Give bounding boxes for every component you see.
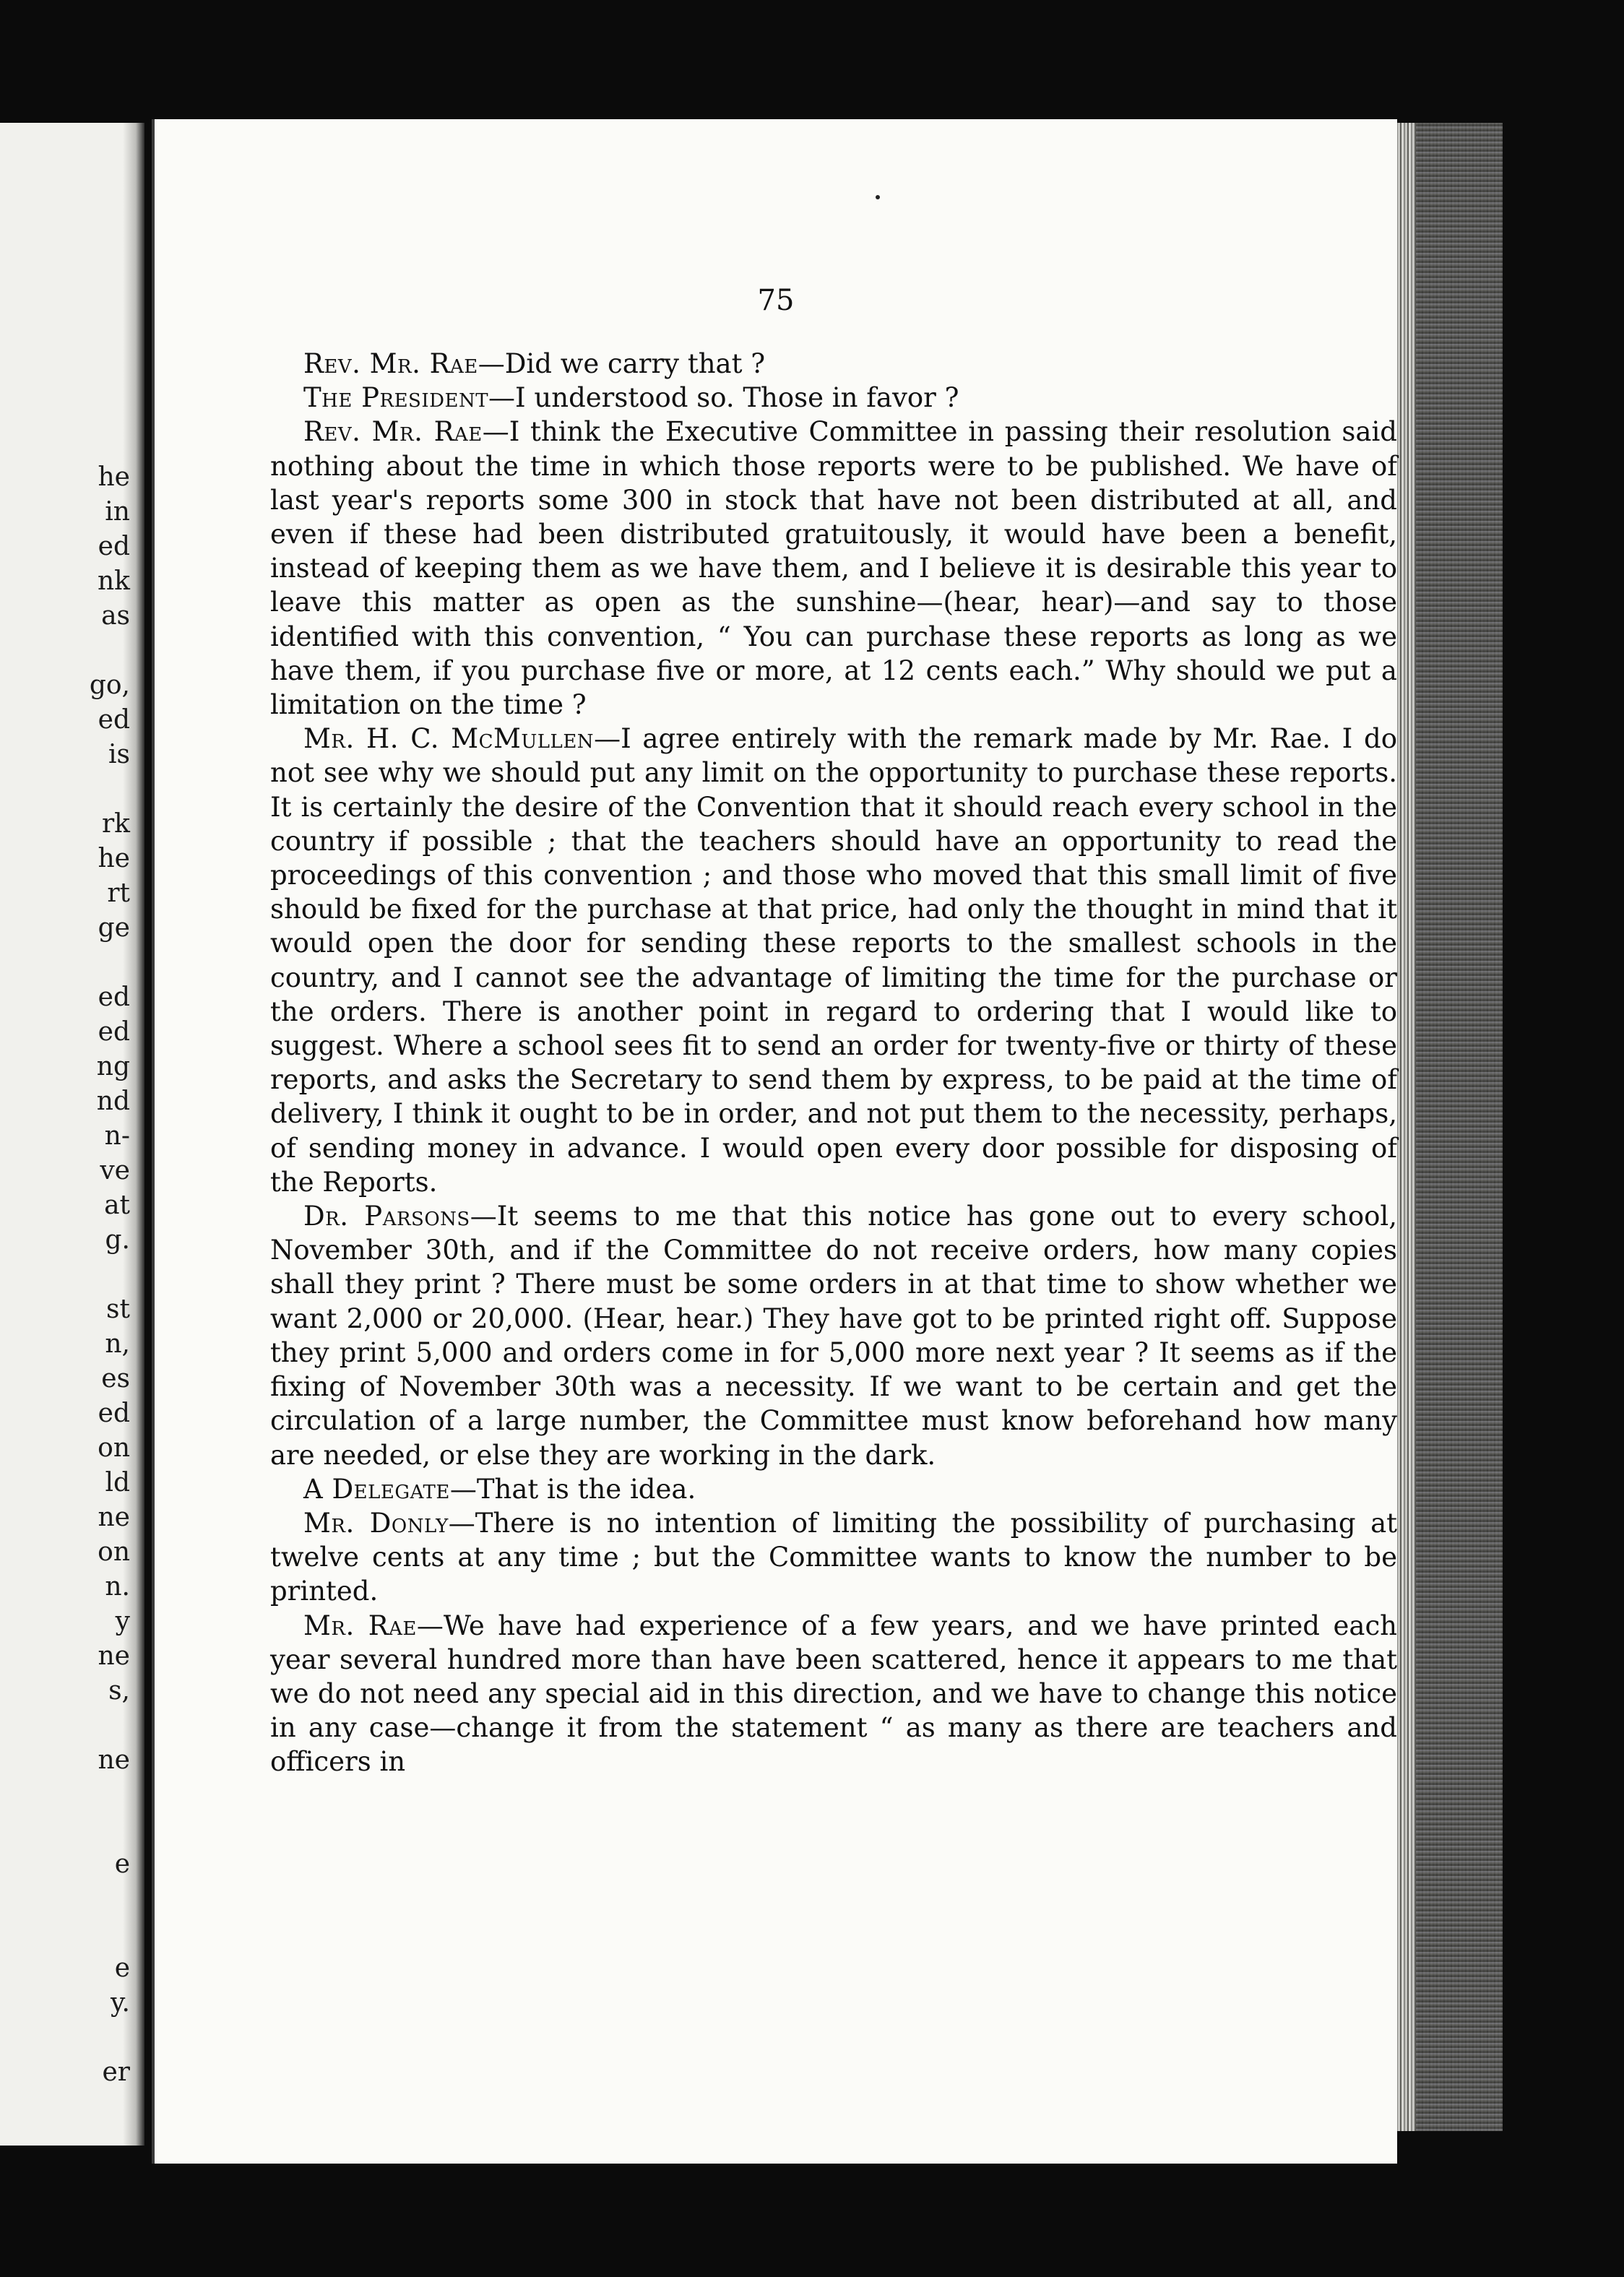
fragment-text: he: [98, 844, 130, 873]
paragraph-text: —It seems to me that this notice has gone out to every school, November 30th, and if the Committee do not receive orders, how many copies shall they print ? There must be some orders in at that time to show whether we want 2,000 or 20,000. (Hear, hear.) They have got to be printed right off. Suppose they print 5,000 and orders come in for 5,000 more next year ? It seems as if the fixing of November 30th was a necessity. If we want to be certain and get the circulation of a large number, the Committee must know beforehand how many are needed, or else they are working in the dark.: [270, 1201, 1398, 1471]
fragment-text: as: [101, 601, 130, 631]
fragment-text: on: [98, 1537, 130, 1567]
paragraph-text: —I understood so. Those in favor ?: [488, 382, 959, 414]
paragraph: [270, 1609, 1397, 1779]
paragraph: [270, 415, 1397, 722]
paragraph: [270, 1199, 1397, 1472]
speaker-name: The President: [303, 382, 489, 414]
paragraph: [270, 347, 1397, 381]
fragment-text: nk: [98, 566, 130, 596]
fragment-text: ed: [98, 1399, 130, 1428]
paragraph: [270, 381, 1397, 415]
fragment-text: ed: [98, 705, 130, 735]
fragment-text: n.: [105, 1572, 130, 1602]
paragraph: [270, 1506, 1397, 1609]
speaker-name: Rev. Mr. Rae: [303, 416, 483, 448]
fragment-text: ng: [96, 1052, 130, 1081]
fragment-text: rt: [107, 878, 130, 908]
fragment-text: nd: [96, 1086, 130, 1116]
paragraph-text: —I agree entirely with the remark made by Mr. Rae. I do not see why we should put any limit on the opportunity to purchase these reports. It is certainly the desire of the Convention that it should reach every school in the country if possible ; that the teachers should have an opportunity to read the proceedings of this convention ; and those who moved that this small limit of five should be fixed for the purchase at that price, had only the thought in mind that it would open the door for sending these reports to the smallest schools in the country, and I cannot see the advantage of limiting the time for the purchase or the orders. There is another point in regard to ordering that I would like to suggest. Where a school sees fit to send an order for twenty-five or thirty of these reports, and asks the Secretary to send them by express, to be paid at the time of delivery, I think it ought to be in order, and not put them to the necessity, perhaps, of sending money in advance. I would open every door possible for disposing of the Reports.: [270, 723, 1397, 1198]
paragraph: [270, 722, 1397, 1199]
document-page: [152, 119, 1397, 2164]
fragment-text: e: [114, 1953, 130, 1983]
fragment-text: on: [98, 1433, 130, 1463]
paragraph: [270, 1472, 1397, 1506]
speaker-name: Mr. H. C. McMullen: [303, 723, 595, 755]
speaker-name: Rev. Mr. Rae: [303, 348, 478, 379]
fragment-text: ed: [98, 1017, 130, 1047]
fragment-text: n,: [105, 1329, 130, 1359]
paragraph-text: —That is the idea.: [449, 1473, 696, 1505]
fragment-text: y: [115, 1607, 130, 1636]
paragraph-text: —Did we carry that ?: [478, 348, 766, 379]
fragment-text: ed: [98, 532, 130, 561]
fragment-text: rk: [101, 809, 130, 839]
speaker-name: Mr. Donly: [303, 1507, 449, 1539]
facing-page-left: [0, 123, 144, 2146]
paragraph-text: —We have had experience of a few years, and we have printed each year several hundred more than have been scattered, hence it appears to me that we do not need any special aid in this direction, and we have to change this notice in any case—change it from the statement “ as many as there are teachers and officers in: [270, 1610, 1397, 1778]
fragment-text: ld: [105, 1468, 130, 1498]
speck: [876, 195, 880, 199]
fragment-text: is: [108, 740, 130, 769]
fragment-text: ne: [98, 1745, 130, 1775]
body-text: [270, 347, 1397, 1779]
page-number: 75: [757, 284, 795, 317]
fragment-text: in: [105, 497, 130, 527]
fragment-text: at: [104, 1191, 130, 1220]
fragment-text: ne: [98, 1503, 130, 1532]
fragment-text: he: [98, 462, 130, 492]
speaker-name: Dr. Parsons: [303, 1201, 470, 1232]
fragment-text: g.: [105, 1225, 130, 1255]
speaker-name: A Delegate: [303, 1473, 450, 1505]
fragment-text: n-: [104, 1121, 130, 1151]
paragraph-text: —There is no intention of limiting the possibility of purchasing at twelve cents at any time ; but the Committee wants to know the number to be printed.: [270, 1507, 1397, 1607]
fragment-text: y.: [111, 1988, 130, 2018]
fragment-text: es: [101, 1364, 130, 1394]
fragment-text: ve: [100, 1156, 130, 1185]
fragment-text: st: [106, 1295, 130, 1324]
fragment-text: go,: [89, 670, 130, 700]
fragment-text: ge: [98, 913, 130, 943]
paragraph-text: —I think the Executive Committee in passing their resolution said nothing about the time in which those reports were to be published. We have of last year's reports some 300 in stock that have not been distributed at all, and even if these had been distributed gratuitously, it would have been a benefit, instead of keeping them as we have them, and I believe it is desirable this year to leave this matter as open as the sunshine—(hear, hear)—and say to those identified with this convention, “ You can purchase these reports as long as we have them, if you purchase five or more, at 12 cents each.” Why should we put a limitation on the time ?: [270, 416, 1397, 721]
fragment-text: ed: [98, 982, 130, 1012]
speaker-name: Mr. Rae: [303, 1610, 417, 1641]
book-page-edges: [1394, 123, 1503, 2131]
fragment-text: ne: [98, 1641, 130, 1671]
fragment-text: s,: [108, 1676, 130, 1706]
fragment-text: e: [114, 1849, 130, 1879]
fragment-text: er: [102, 2057, 130, 2087]
